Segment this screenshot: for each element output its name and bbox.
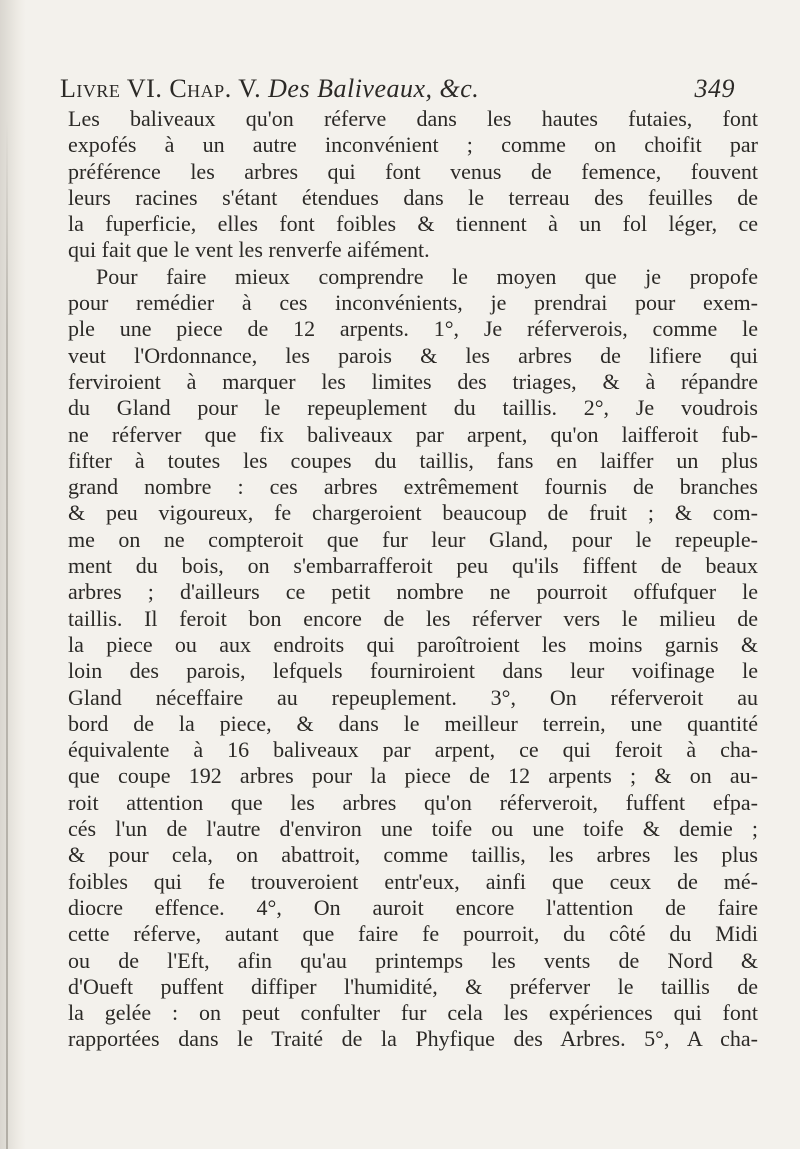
text-line: grand nombre : ces arbres extrêmement fournis de branches [68,474,758,500]
text-line: diocre effence. 4°, On auroit encore l'attention de faire [68,894,758,920]
page-gutter-shadow [0,0,26,1149]
text-line: & peu vigoureux, fe chargeroient beaucoup de fruit ; & com- [68,500,758,526]
text-line: rapportées dans le Traité de la Phyfique des Arbres. 5°, A cha- [68,1026,758,1052]
header-subject: Des Baliveaux, &c. [268,74,480,103]
text-line: que coupe 192 arbres pour la piece de 12 arpents ; & on au- [68,763,758,789]
text-line: foibles qui fe trouveroient entr'eux, ainfi que ceux de mé- [68,868,758,894]
binding-edge [6,120,8,1149]
text-line: me on ne compteroit que fur leur Gland, pour le repeuple- [68,526,758,552]
text-line: équivalente à 16 baliveaux par arpent, ce qui feroit à cha- [68,737,758,763]
text-line: arbres ; d'ailleurs ce petit nombre ne pourroit offufquer le [68,579,758,605]
text-line: ment du bois, on s'embarrafferoit peu qu'ils fiffent de beaux [68,553,758,579]
text-line: roit attention que les arbres qu'on réferveroit, fuffent efpa- [68,789,758,815]
text-line: ne réferver que fix baliveaux par arpent, qu'on laifferoit fub- [68,421,758,447]
text-line: bord de la piece, & dans le meilleur terrein, une quantité [68,710,758,736]
text-line: ou de l'Eft, afin qu'au printemps les vents de Nord & [68,947,758,973]
text-line: fifter à toutes les coupes du taillis, fans en laiffer un plus [68,447,758,473]
text-line: & pour cela, on abattroit, comme taillis, les arbres les plus [68,842,758,868]
text-line: la fuperficie, elles font foibles & tiennent à un fol léger, ce [68,211,758,237]
text-line: Les baliveaux qu'on réferve dans les hautes futaies, font [68,106,758,131]
text-line: préférence les arbres qui font venus de femence, fouvent [68,158,758,184]
body-text [68,106,758,1053]
text-line: la gelée : on peut confulter fur cela les expériences qui font [68,1000,758,1026]
text-line: expofés à un autre inconvénient ; comme on choifit par [68,132,758,158]
text-line: Gland néceffaire au repeuplement. 3°, On réferveroit au [68,684,758,710]
text-line: Pour faire mieux comprendre le moyen que je propofe [96,263,758,289]
text-line: leurs racines s'étant étendues dans le terreau des feuilles de [68,184,758,210]
header-section: Livre VI. Chap. V. [60,74,262,103]
text-line: ple une piece de 12 arpents. 1°, Je réferverois, comme le [68,316,758,342]
text-line: d'Oueft puffent diffiper l'humidité, & préferver le taillis de [68,973,758,999]
text-line: taillis. Il feroit bon encore de les réferver vers le milieu de [68,605,758,631]
text-line: ferviroient à marquer les limites des triages, & à répandre [68,368,758,394]
text-line: qui fait que le vent les renverfe aifément. [68,237,430,263]
text-line: du Gland pour le repeuplement du taillis. 2°, Je voudrois [68,395,758,421]
text-line: loin des parois, lefquels fourniroient dans leur voifinage le [68,658,758,684]
text-line: cette réferve, autant que faire fe pourroit, du côté du Midi [68,921,758,947]
running-header [60,74,760,104]
text-line: pour remédier à ces inconvénients, je prendrai pour exem- [68,290,758,316]
text-line: cés l'un de l'autre d'environ une toife ou une toife & demie ; [68,816,758,842]
text-line: veut l'Ordonnance, les parois & les arbres de lifiere qui [68,342,758,368]
text-line: la piece ou aux endroits qui paroîtroient les moins garnis & [68,631,758,657]
page-number: 349 [694,74,735,103]
